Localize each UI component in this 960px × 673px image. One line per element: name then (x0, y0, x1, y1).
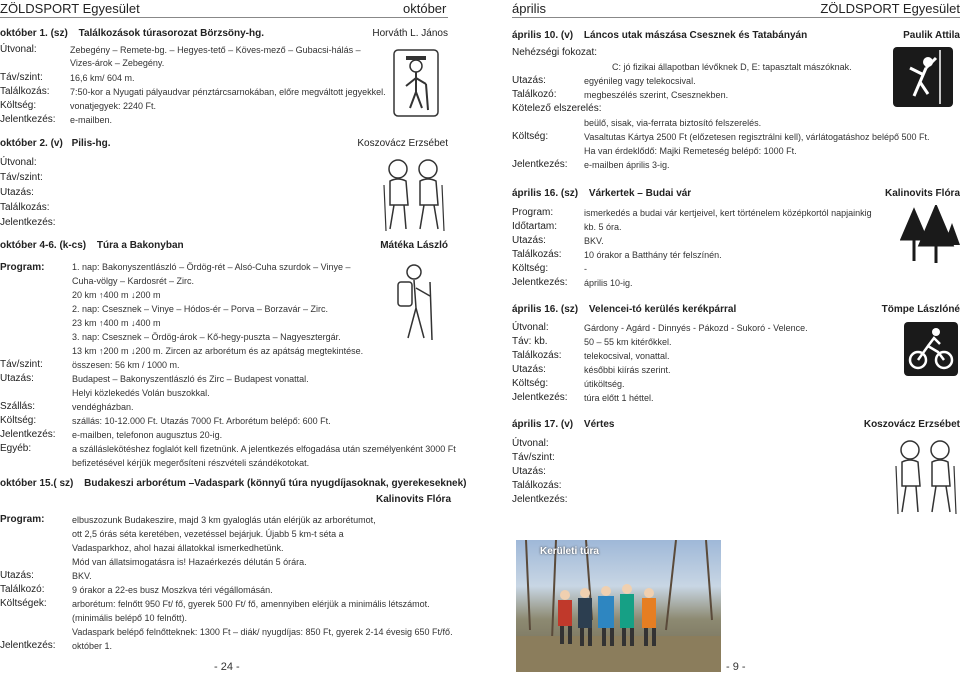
row-label: Költség: (512, 131, 549, 142)
event-title-row (0, 240, 448, 251)
row-value: vonatjegyek: 2240 Ft. (70, 101, 157, 111)
row-label: Táv/szint: (0, 72, 43, 83)
event-leader: Koszovácz Erzsébet (357, 138, 448, 149)
event-leader: Horváth L. János (372, 28, 448, 39)
row-label: Jelentkezés: (0, 640, 56, 651)
row-value: Budapest – Bakonyszentlászló és Zirc – Budapest vonattal. (72, 374, 309, 384)
right-header-month: április (512, 1, 546, 16)
row-value: C: jó fizikai állapotban lévőknek D, E: tapasztalt mászóknak. (612, 62, 852, 72)
event-leader: Tömpe Lászlóné (881, 304, 960, 315)
row-value: BKV. (584, 236, 604, 246)
row-value: vendégházban. (72, 402, 134, 412)
event-title-row (512, 188, 960, 199)
row-value: 50 – 55 km kitérőkkel. (584, 337, 672, 347)
row-label: Utazás: (0, 373, 34, 384)
event-date: április 16. (sz) (512, 188, 579, 199)
left-header-month: október (403, 1, 447, 16)
program-line: Vadasparkhoz, ahol hazai állatokkal ismerkedhetünk. (72, 543, 284, 553)
row-label: Útvonal: (0, 157, 37, 168)
program-line: elbuszozunk Budakeszire, majd 3 km gyaloglás után elérjük az arborétumot, (72, 515, 376, 525)
event-title: Velencei-tó kerülés kerékpárral (588, 304, 737, 315)
row-label: Kötelező elszerelés: (512, 103, 602, 114)
program-line: Cuha-völgy – Kardosrét – Zirc. (72, 276, 195, 286)
row-value: - (584, 264, 587, 274)
event-date: október 1. (sz) (0, 28, 68, 39)
row-label: Utazás: (512, 235, 546, 246)
row-label: Jelentkezés: (0, 114, 56, 125)
row-value: Vasaltutas Kártya 2500 Ft (előzetesen regisztrálni kell), várlátogatáshoz belépő 500 Ft. (584, 132, 930, 142)
row-value: túra előtt 1 héttel. (584, 393, 654, 403)
event-date: április 10. (v) (512, 30, 574, 41)
row-value: Zebegény – Remete-bg. – Hegyes-tető – Köves-mező – Gubacsi-hálás – (70, 45, 361, 55)
row-value: 10 órakor a Batthány tér felszínén. (584, 250, 722, 260)
page-number: - 9 - (726, 661, 746, 673)
row-label: Utazás: (512, 364, 546, 375)
row-label: Egyéb: (0, 443, 32, 454)
row-label: Találkozás: (0, 86, 50, 97)
row-value: Vadaspark belépő felnőtteknek: 1300 Ft – diák/ nyugdíjas: 850 Ft, gyerek 2-14 évesig 650 Ft/fő. (72, 627, 453, 637)
event-leader: Kalinovits Flóra (376, 494, 452, 505)
row-label: Találkozó: (0, 584, 45, 595)
row-label: Útvonal: (0, 44, 37, 55)
row-label: Utazás: (0, 187, 34, 198)
event-title: Láncos utak mászása Csesznek és Tatabányán (583, 30, 808, 41)
row-value: a szálláslekötéshez foglalót kell fizetnünk. A jelentkezés elfogadása után személyenként 3000 Ft (72, 444, 456, 454)
row-value: telekocsival, vonattal. (584, 351, 670, 361)
row-label: Táv/szint: (0, 359, 43, 370)
row-label: Utazás: (0, 570, 34, 581)
event-title-row (512, 304, 960, 315)
event-title-row (512, 30, 960, 41)
program-line: 3. nap: Csesznek – Ördög-árok – Kő-hegy-puszta – Nagyesztergár. (72, 332, 341, 342)
row-value: későbbi kiírás szerint. (584, 365, 671, 375)
row-label: Jelentkezés: (512, 494, 568, 505)
program-line: 1. nap: Bakonyszentlászló – Ördög-rét – Alsó-Cuha szurdok – Vinye – (72, 262, 351, 272)
row-value: e-mailben, telefonon augusztus 20-ig. (72, 430, 223, 440)
row-label: Jelentkezés: (512, 277, 568, 288)
row-value: október 1. (72, 641, 113, 651)
event-title: Vértes (583, 419, 615, 430)
row-value: e-mailben április 3-ig. (584, 160, 670, 170)
event-title: Várkertek – Budai vár (588, 188, 692, 199)
row-label: Találkozás: (0, 202, 50, 213)
row-label: Utazás: (512, 466, 546, 477)
row-value: BKV. (72, 571, 92, 581)
row-value: összesen: 56 km / 1000 m. (72, 360, 180, 370)
row-label: Útvonal: (512, 438, 549, 449)
event-date: április 16. (sz) (512, 304, 579, 315)
program-label: Program: (0, 514, 45, 525)
row-value: befizetésével kérjük megerősíteni részvételi szándékotokat. (72, 458, 310, 468)
right-header (512, 0, 960, 18)
row-label: Útvonal: (512, 322, 549, 333)
event-date: október 15.( sz) (0, 478, 74, 489)
hikers-couple-icon (892, 436, 960, 516)
row-label: Jelentkezés: (512, 392, 568, 403)
photo-figures (516, 540, 721, 672)
left-header-org: ZÖLDSPORT Egyesület (0, 1, 140, 16)
program-line: Mód van állatsimogatásra is! Hazaérkezés délután 5 órára. (72, 557, 307, 567)
row-label: Táv: kb. (512, 336, 548, 347)
row-label: Költség: (0, 100, 37, 111)
row-label: Jelentkezés: (512, 159, 568, 170)
group-hike-photo (516, 540, 721, 672)
row-label: Találkozó: (512, 89, 557, 100)
event-leader: Paulik Attila (903, 30, 960, 41)
event-title-row (0, 478, 467, 489)
event-title: Budakeszi arborétum –Vadaspark (könnyű túra nyugdíjasoknak, gyerekeseknek) (84, 478, 467, 489)
row-label: Találkozás: (512, 249, 562, 260)
row-value: ismerkedés a budai vár kertjeivel, kert történelem középkortól napjainkig (584, 208, 872, 218)
row-label: Utazás: (512, 75, 546, 86)
event-leader: Kalinovits Flóra (884, 188, 960, 199)
row-label: Jelentkezés: (0, 429, 56, 440)
event-title: Pilis-hg. (71, 138, 111, 149)
row-label: Találkozás: (512, 350, 562, 361)
program-line: 20 km ↑400 m ↓200 m (72, 290, 161, 300)
row-label: Táv/szint: (512, 452, 555, 463)
row-label: Költség: (512, 378, 549, 389)
row-value: Vizes-árok – Zebegény. (70, 58, 165, 68)
event-title-row (512, 419, 960, 430)
row-value: kb. 5 óra. (584, 222, 622, 232)
row-value: beülő, sisak, via-ferrata biztosító felszerelés. (584, 118, 762, 128)
row-value: egyénileg vagy telekocsival. (584, 76, 696, 86)
row-value: megbeszélés szerint, Csesznekben. (584, 90, 729, 100)
row-label: Találkozás: (512, 480, 562, 491)
row-label: Időtartam: (512, 221, 558, 232)
row-value: szállás: 10-12.000 Ft. Utazás 7000 Ft. Arborétum belépő: 600 Ft. (72, 416, 331, 426)
row-label: Szállás: (0, 401, 36, 412)
program-line: 2. nap: Csesznek – Vinye – Hódos-ér – Porva – Borzavár – Zirc. (72, 304, 328, 314)
page-number: - 24 - (214, 661, 240, 673)
event-leader: Mátéka László (380, 240, 448, 251)
row-label: Költségek: (0, 598, 47, 609)
trees-icon (900, 205, 960, 265)
row-label: Költség: (0, 415, 37, 426)
program-label: Program: (0, 262, 45, 273)
left-page (0, 0, 467, 673)
row-value: 7:50-kor a Nyugati pályaudvar pénztárcsarnokában, előre megváltott jegyekkel. (70, 87, 386, 97)
row-label: Nehézségi fokozat: (512, 47, 598, 58)
event-date: október 2. (v) (0, 138, 63, 149)
event-date: október 4-6. (k-cs) (0, 240, 87, 251)
row-value: (minimális belépő 10 felnőtt). (72, 613, 188, 623)
row-label: Táv/szint: (0, 172, 43, 183)
row-value: Gárdony - Agárd - Dinnyés - Pákozd - Sukoró - Velence. (584, 323, 808, 333)
row-value: útiköltség. (584, 379, 625, 389)
event-leader: Koszovácz Erzsébet (863, 419, 960, 430)
row-value: Ha van érdeklődő: Majki Remeteség belépő: 1000 Ft. (584, 146, 797, 156)
event-title: Túra a Bakonyban (96, 240, 184, 251)
event-title-row (0, 28, 448, 39)
row-value: 9 órakor a 22-es busz Moszkva téri végállomásán. (72, 585, 273, 595)
program-line: ott 2,5 órás séta keretében, vezetéssel bejárjuk. Újabb 5 km-t séta a (72, 529, 344, 539)
row-value: Helyi közlekedés Volán buszokkal. (72, 388, 210, 398)
hiker-icon (392, 48, 440, 118)
row-value: 16,6 km/ 604 m. (70, 73, 135, 83)
row-label: Jelentkezés: (0, 217, 56, 228)
hikers-couple-icon (380, 155, 448, 233)
backpacker-icon (392, 262, 440, 342)
row-value: e-mailben. (70, 115, 113, 125)
program-line: 23 km ↑400 m ↓400 m (72, 318, 161, 328)
row-label: Költség: (512, 263, 549, 274)
event-date: április 17. (v) (512, 419, 574, 430)
photo-caption: Kerületi túra (540, 546, 599, 557)
event-title: Találkozások túrasorozat Börzsöny-hg. (78, 28, 264, 39)
row-label: Program: (512, 207, 554, 218)
row-value: arborétum: felnőtt 950 Ft/ fő, gyerek 500 Ft/ fő, amennyiben elérjük a minimális létszámot. (72, 599, 430, 609)
event-title-row (0, 138, 448, 149)
cyclist-icon (904, 322, 958, 376)
right-header-org: ZÖLDSPORT Egyesület (820, 1, 960, 16)
row-value: április 10-ig. (584, 278, 633, 288)
climber-icon (892, 46, 954, 108)
program-line: 13 km ↑200 m ↓200 m. Zircen az arborétum és az apátság megtekintése. (72, 346, 364, 356)
left-header (0, 0, 448, 18)
